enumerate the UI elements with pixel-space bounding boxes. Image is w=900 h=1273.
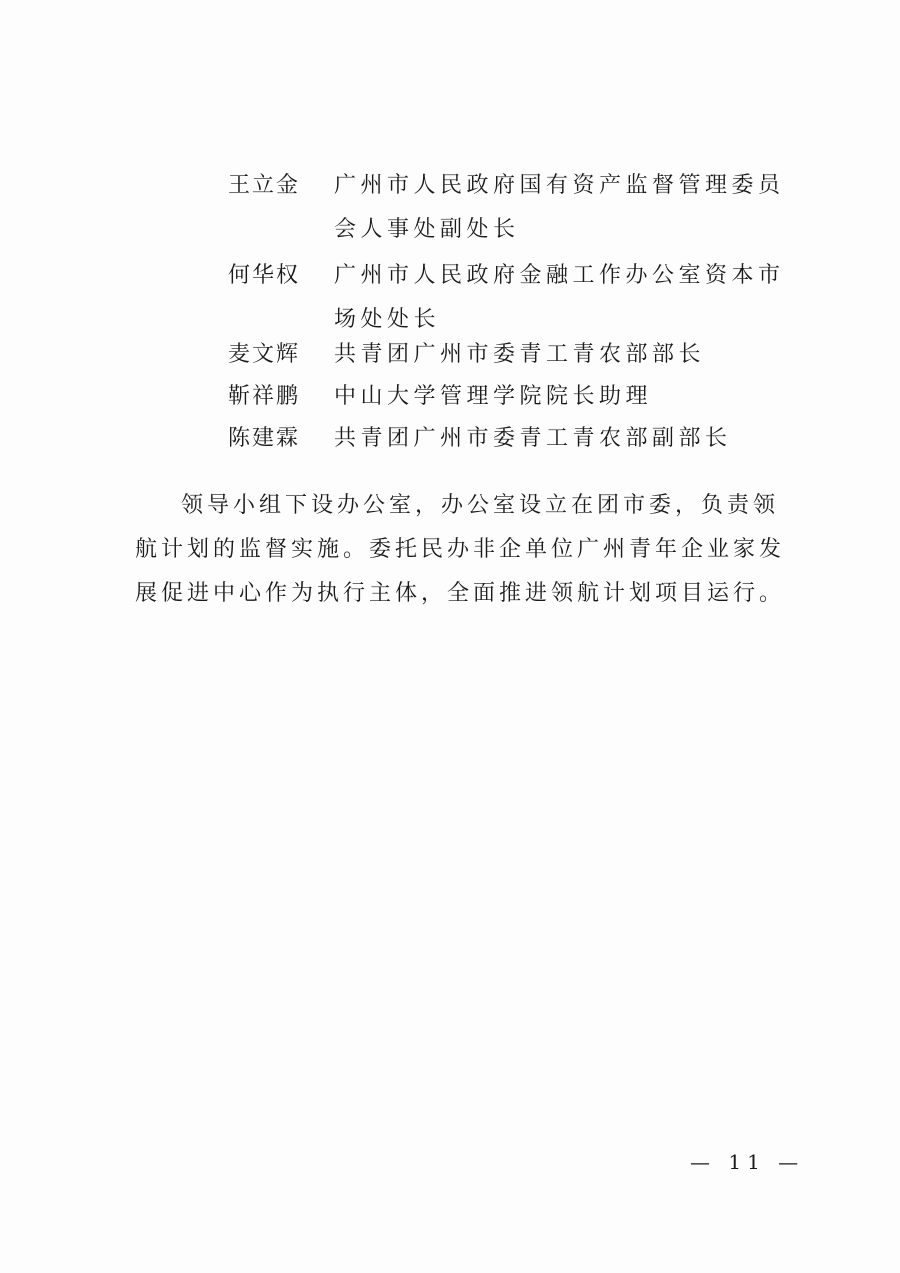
member-name: 王立金 xyxy=(228,173,301,198)
member-title: 广州市人民政府金融工作办公室资本市场处处长 xyxy=(334,263,785,332)
member-name: 陈建霖 xyxy=(228,426,301,451)
member-name: 麦文辉 xyxy=(228,342,301,367)
member-title: 广州市人民政府国有资产监督管理委员会人事处副处长 xyxy=(334,173,785,242)
member-name: 靳祥鹏 xyxy=(228,384,301,409)
page-number: — 11 — xyxy=(690,1150,805,1174)
member-name: 何华权 xyxy=(228,263,301,288)
member-title: 中山大学管理学院院长助理 xyxy=(334,384,653,409)
body-paragraph: 领导小组下设办公室，办公室设立在团市委，负责领航计划的监督实施。委托民办非企单位广州青年企业家发展促进中心作为执行主体，全面推进领航计划项目运行。 xyxy=(135,493,786,606)
member-title: 共青团广州市委青工青农部副部长 xyxy=(334,426,732,451)
member-title: 共青团广州市委青工青农部部长 xyxy=(334,342,706,367)
